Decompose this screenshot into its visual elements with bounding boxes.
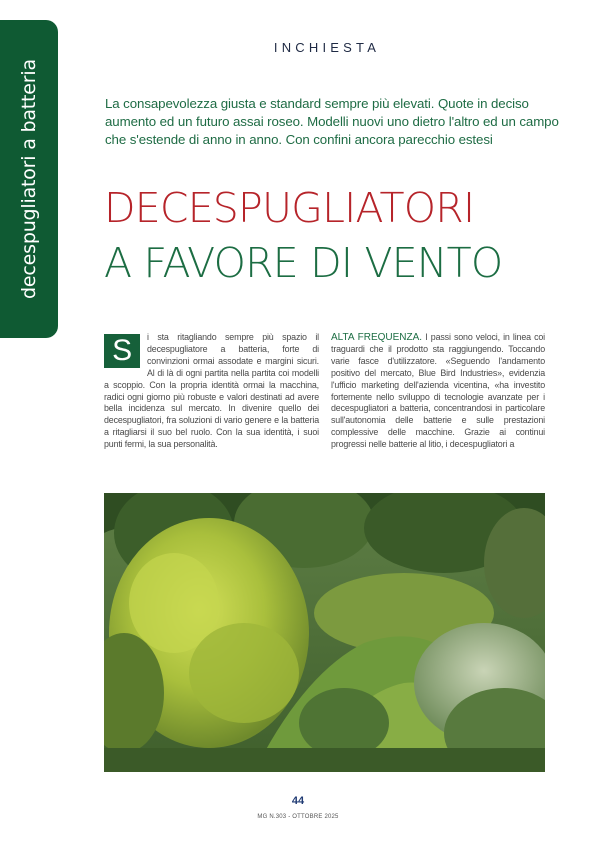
article-title-line2: A FAVORE DI VENTO xyxy=(104,239,503,287)
body-column-right xyxy=(331,332,545,451)
intro-paragraph: La consapevolezza giusta e standard sempre più elevati. Quote in deciso aumento ed un futuro assai roseo. Modelli nuovi uno dietro l'altro ed un campo che s'estende di anno in anno. Con confini ancora parecchio estesi xyxy=(105,96,559,147)
section-label: INCHIESTA xyxy=(273,40,381,55)
body-text-right: I passi sono veloci, in linea coi traguardi che il prodotto sta raggiungendo. Toccando varie fasce d'utilizzatore. «Seguendo l'andamento positivo del mercato, Blue Bird Industries», evidenzia l'ufficio marketing dell'azienda vicentina, «ha investito fortemente nello sviluppo di tecnologie avanzate per i decespugliatori a batteria, concentrandosi in particolare sull'autonomia delle batterie e sulle prestazioni complessive delle macchine. Grazie ai continui progressi nelle batterie al litio, i decespugliatori a xyxy=(331,332,546,450)
side-tab xyxy=(0,20,58,338)
drop-cap: S xyxy=(104,334,140,368)
page-number: 44 xyxy=(291,795,305,807)
body-column-left xyxy=(104,332,319,451)
body-text-left: i sta ritagliando sempre più spazio il decespugliatore a batteria, forte di convinzioni ormai assodate e margini sicuri. Al di là di ogni partita nella partita coi modelli a scoppio. Con la propria identità ormai la macchina, radici ogni giorno più robuste e valori destinati ad avere bella incidenza sul mercato. In divenire quello dei decespugliatori, fra soluzioni di vario genere e la batteria a ritagliarsi il suo bel ruolo. Con la sua identità, i suoi punti fermi, la sua personalità. xyxy=(104,332,319,450)
garden-photo xyxy=(104,493,545,772)
article-title-line1: DECESPUGLIATORI xyxy=(104,184,475,232)
side-tab-label: decespugliatori a batteria xyxy=(18,59,40,299)
section-subhead: ALTA FREQUENZA. xyxy=(331,332,423,343)
issue-footer: MG N.303 - OTTOBRE 2025 xyxy=(257,814,339,820)
